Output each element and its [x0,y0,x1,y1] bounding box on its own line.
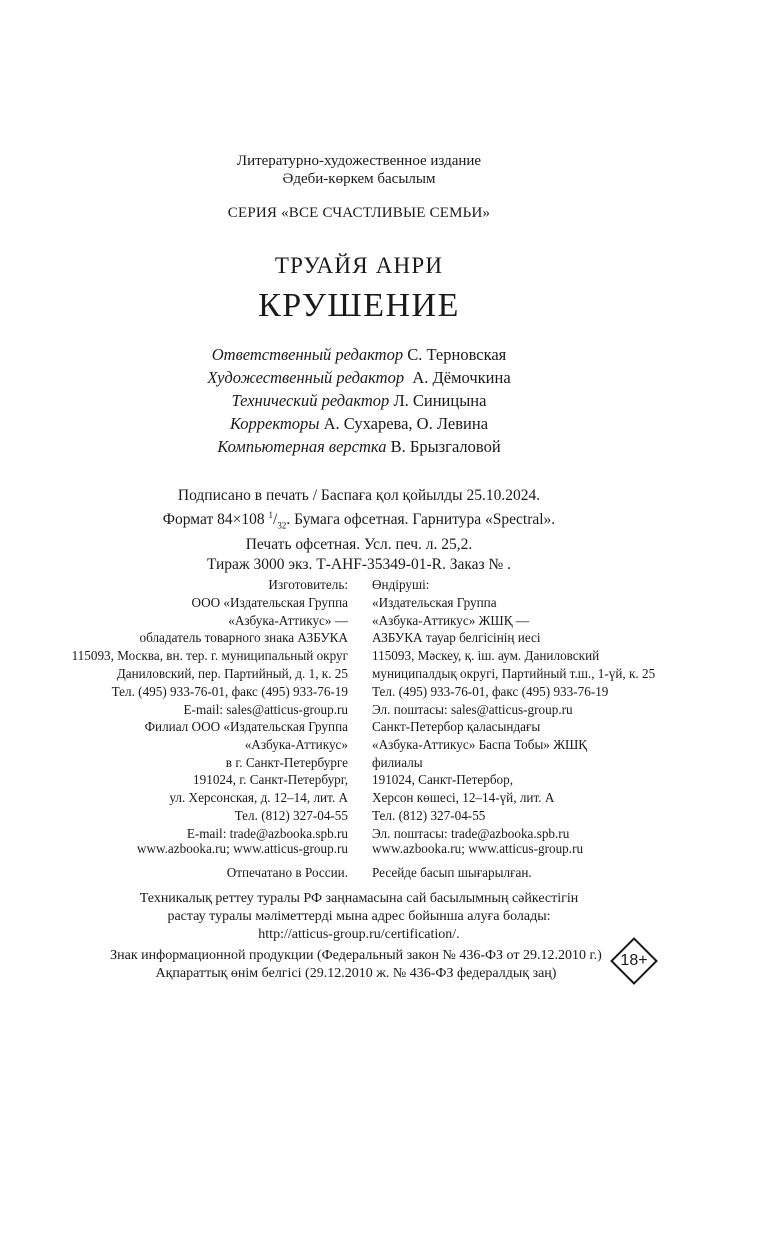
credit-role: Художественный редактор [207,368,405,387]
print-run: Тираж 3000 экз. Т-АНF-35349-01-R. Заказ № . [206,555,512,573]
credit-name: С. Терновская [407,345,507,364]
branch-kz-line: Санкт-Петербор қаласындағы [372,719,541,734]
manufacturer-ru-email: E-mail: sales@atticus-group.ru [183,701,348,717]
credit-line [0,389,718,412]
credit-name: В. Брызгаловой [390,437,501,456]
branch-kz-line: филиалы [372,754,423,770]
branch-kz-line: 191024, Санкт-Петербор, [372,772,514,788]
credit-name: Л. Синицына [393,391,487,410]
branch-ru-email: E-mail: trade@azbooka.spb.ru [186,825,348,841]
tech-regulation-line: растау туралы мәліметтерді мына адрес бойынша алуға болады: [167,909,551,924]
websites-ru: www.azbooka.ru; www.atticus-group.ru [136,841,348,856]
manufacturer-kz-line: Тел. (495) 933-76-01, факс (495) 933-76-19 [372,683,609,699]
manufacturer-kz-line: муниципалдық округі, Партийный т.ш., 1-үй, к. 25 [372,665,656,681]
manufacturer-ru-line: Изготовитель: [268,577,348,592]
tech-regulation-block [0,890,718,944]
branch-ru-line: Тел. (812) 327-04-55 [234,807,348,823]
branch-ru-line: «Азбука-Аттикус» [244,736,348,752]
format-prefix: Формат 84×108 [162,510,265,528]
book-title: КРУШЕНИЕ [258,287,460,324]
certification-url[interactable]: http://atticus-group.ru/certification/. [258,927,460,942]
info-product-law-ru: Знак информационной продукции (Федеральный закон № 436-ФЗ от 29.12.2010 г.) [110,948,602,963]
credit-role: Корректоры [229,414,320,433]
branch-ru [145,718,348,843]
branch-ru-line: в г. Санкт-Петербурге [225,754,348,770]
edition-type-kz: Әдеби-көркем басылым [282,171,436,187]
credits-block [0,343,718,458]
branch-ru-line: Филиал ООО «Издательская Группа [144,719,348,734]
manufacturer-ru-line: обладатель товарного знака АЗБУКА [139,630,348,646]
print-type: Печать офсетная. Усл. печ. л. 25,2. [245,536,473,554]
manufacturer-ru-line: 115093, Москва, вн. тер. г. муниципальный округ [71,648,348,664]
credit-line [0,366,718,389]
info-product-law-kz: Ақпараттық өнім белгісі (29.12.2010 ж. № 436-ФЗ федералдық заң) [155,966,557,981]
credit-role: Технический редактор [231,391,390,410]
manufacturer-kz-email: Эл. поштасы: sales@atticus-group.ru [372,701,573,717]
branch-kz-line: Херсон көшесі, 12–14-үй, лит. А [372,790,555,806]
print-signed: Подписано в печать / Баспаға қол қойылды 25.10.2024. [177,487,541,504]
print-info-block [0,486,718,574]
credit-role: Компьютерная верстка [217,437,387,456]
edition-type-block [0,152,718,188]
manufacturer-kz-line: Өндіруші: [372,577,430,592]
manufacturer-ru-line: «Азбука-Аттикус» — [228,612,348,628]
manufacturer-ru-line: Тел. (495) 933-76-01, факс (495) 933-76-19 [111,683,348,699]
branch-ru-line: 191024, г. Санкт-Петербург, [193,772,348,788]
printed-in-ru: Отпечатано в России. [226,865,348,880]
manufacturer-ru-line: Даниловский, пер. Партийный, д. 1, к. 25 [116,665,348,681]
printed-in-kz: Ресейде басып шығарылған. [372,865,532,880]
credit-line [0,435,718,458]
format-numerator: 1 [268,509,274,520]
branch-ru-line: ул. Херсонская, д. 12–14, лит. А [169,790,348,806]
format-denominator: 32 [277,519,287,530]
branch-kz [372,718,587,843]
manufacturer-kz-line: 115093, Мәскеу, қ. іш. аум. Даниловский [372,648,600,664]
manufacturer-kz [372,576,655,718]
print-format: Формат 84×108 $^1/_{32}$. Бумага офсетная. Гарнитура «Spectral». [162,509,556,530]
branch-kz-line: «Азбука-Аттикус» Баспа Тобы» ЖШҚ [372,736,588,752]
manufacturer-kz-line: «Азбука-Аттикус» ЖШҚ — [372,612,529,628]
credit-name: А. Сухарева, О. Левина [323,414,489,433]
age-rating-badge: 18+ [620,952,648,969]
credit-line [0,412,718,435]
manufacturer-ru-line: ООО «Издательская Группа [191,594,348,610]
edition-type-ru: Литературно-художественное издание [236,153,482,169]
websites-kz: www.azbooka.ru; www.atticus-group.ru [372,841,584,856]
credit-name: А. Дёмочкина [412,368,511,387]
manufacturer-kz-line: АЗБУКА тауар белгісінің иесі [372,630,541,646]
tech-regulation-line: Техникалық реттеу туралы РФ заңнамасына сай басылымның сәйкестігін [139,891,579,906]
format-suffix: . Бумага офсетная. Гарнитура «Spectral». [286,510,556,528]
manufacturer-kz-line: «Издательская Группа [372,594,497,610]
branch-kz-line: Тел. (812) 327-04-55 [372,807,486,823]
series-title: СЕРИЯ «ВСЕ СЧАСТЛИВЫЕ СЕМЬИ» [227,205,491,221]
info-product-sign-block [0,947,712,983]
author-name: ТРУАЙЯ АНРИ [274,253,444,278]
credit-role: Ответственный редактор [211,345,404,364]
branch-kz-email: Эл. поштасы: trade@azbooka.spb.ru [372,825,570,841]
manufacturer-ru [72,576,348,718]
credit-line [0,343,718,366]
